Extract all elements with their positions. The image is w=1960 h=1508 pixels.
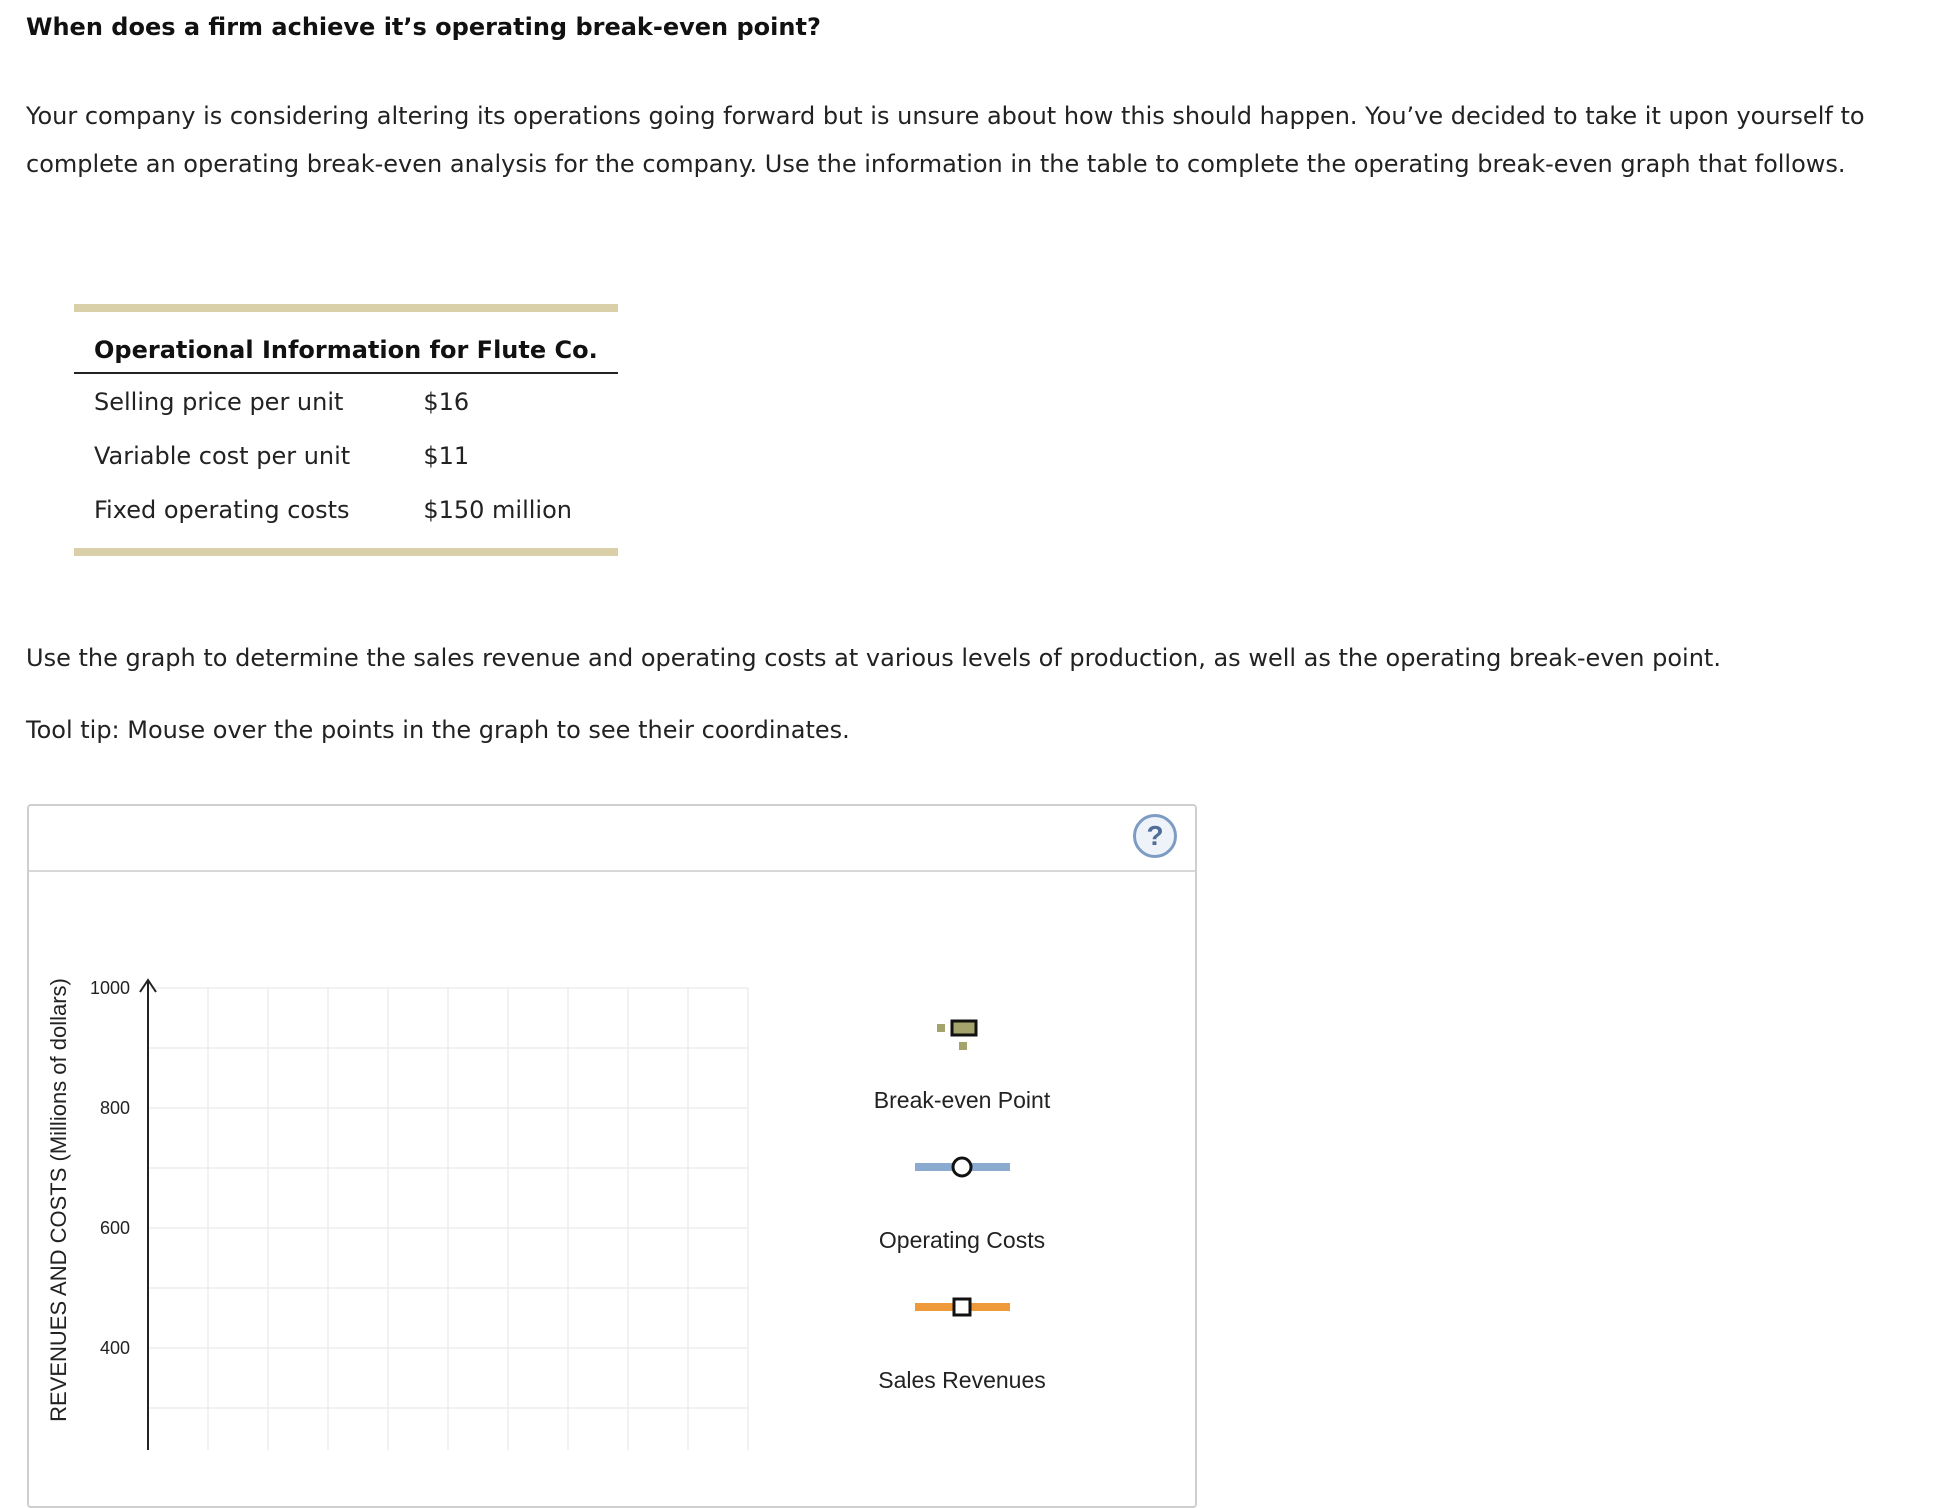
help-button[interactable]: ? (1133, 814, 1177, 858)
sales-revenues-tool-icon[interactable] (915, 1299, 1010, 1315)
question-title: When does a firm achieve it’s operating break-even point? (26, 13, 821, 41)
legend-label-sales-revenues: Sales Revenues (878, 1367, 1046, 1393)
table-row-value: $11 (423, 442, 470, 470)
question-intro: Your company is considering altering its operations going forward but is unsure about how this should happen. You’ve decided to take it upon yourself to complete an operating break-even analysis for the company. Use the information in the table to complete the operating break-even graph that follows. (26, 102, 1865, 178)
y-tick-label: 800 (99, 1098, 130, 1118)
table-row-value: $16 (423, 388, 470, 416)
y-tick-labels (90, 978, 130, 1358)
legend-label-break-even-point: Break-even Point (873, 1087, 1051, 1113)
y-tick-label: 1000 (89, 978, 130, 998)
table-row-label: Variable cost per unit (94, 442, 351, 470)
table-caption: Operational Information for Flute Co. (74, 312, 618, 373)
y-axis-label: REVENUES AND COSTS (Millions of dollars) (46, 978, 71, 1422)
y-tick-label: 400 (99, 1338, 130, 1358)
table-row-value: $150 million (423, 496, 572, 524)
legend-label-operating-costs: Operating Costs (878, 1227, 1046, 1253)
graph-instructions: Use the graph to determine the sales revenue and operating costs at various levels of production, as well as the operating break-even point. (26, 644, 1721, 672)
table-row-label: Fixed operating costs (94, 496, 350, 524)
table-row-label: Selling price per unit (94, 388, 344, 416)
break-even-point-tool-icon[interactable] (937, 1021, 976, 1050)
y-tick-label: 600 (99, 1218, 130, 1238)
chart-grid (148, 988, 748, 1450)
operating-costs-tool-icon[interactable] (915, 1158, 1010, 1176)
tooltip-hint: Tool tip: Mouse over the points in the graph to see their coordinates. (26, 716, 850, 744)
